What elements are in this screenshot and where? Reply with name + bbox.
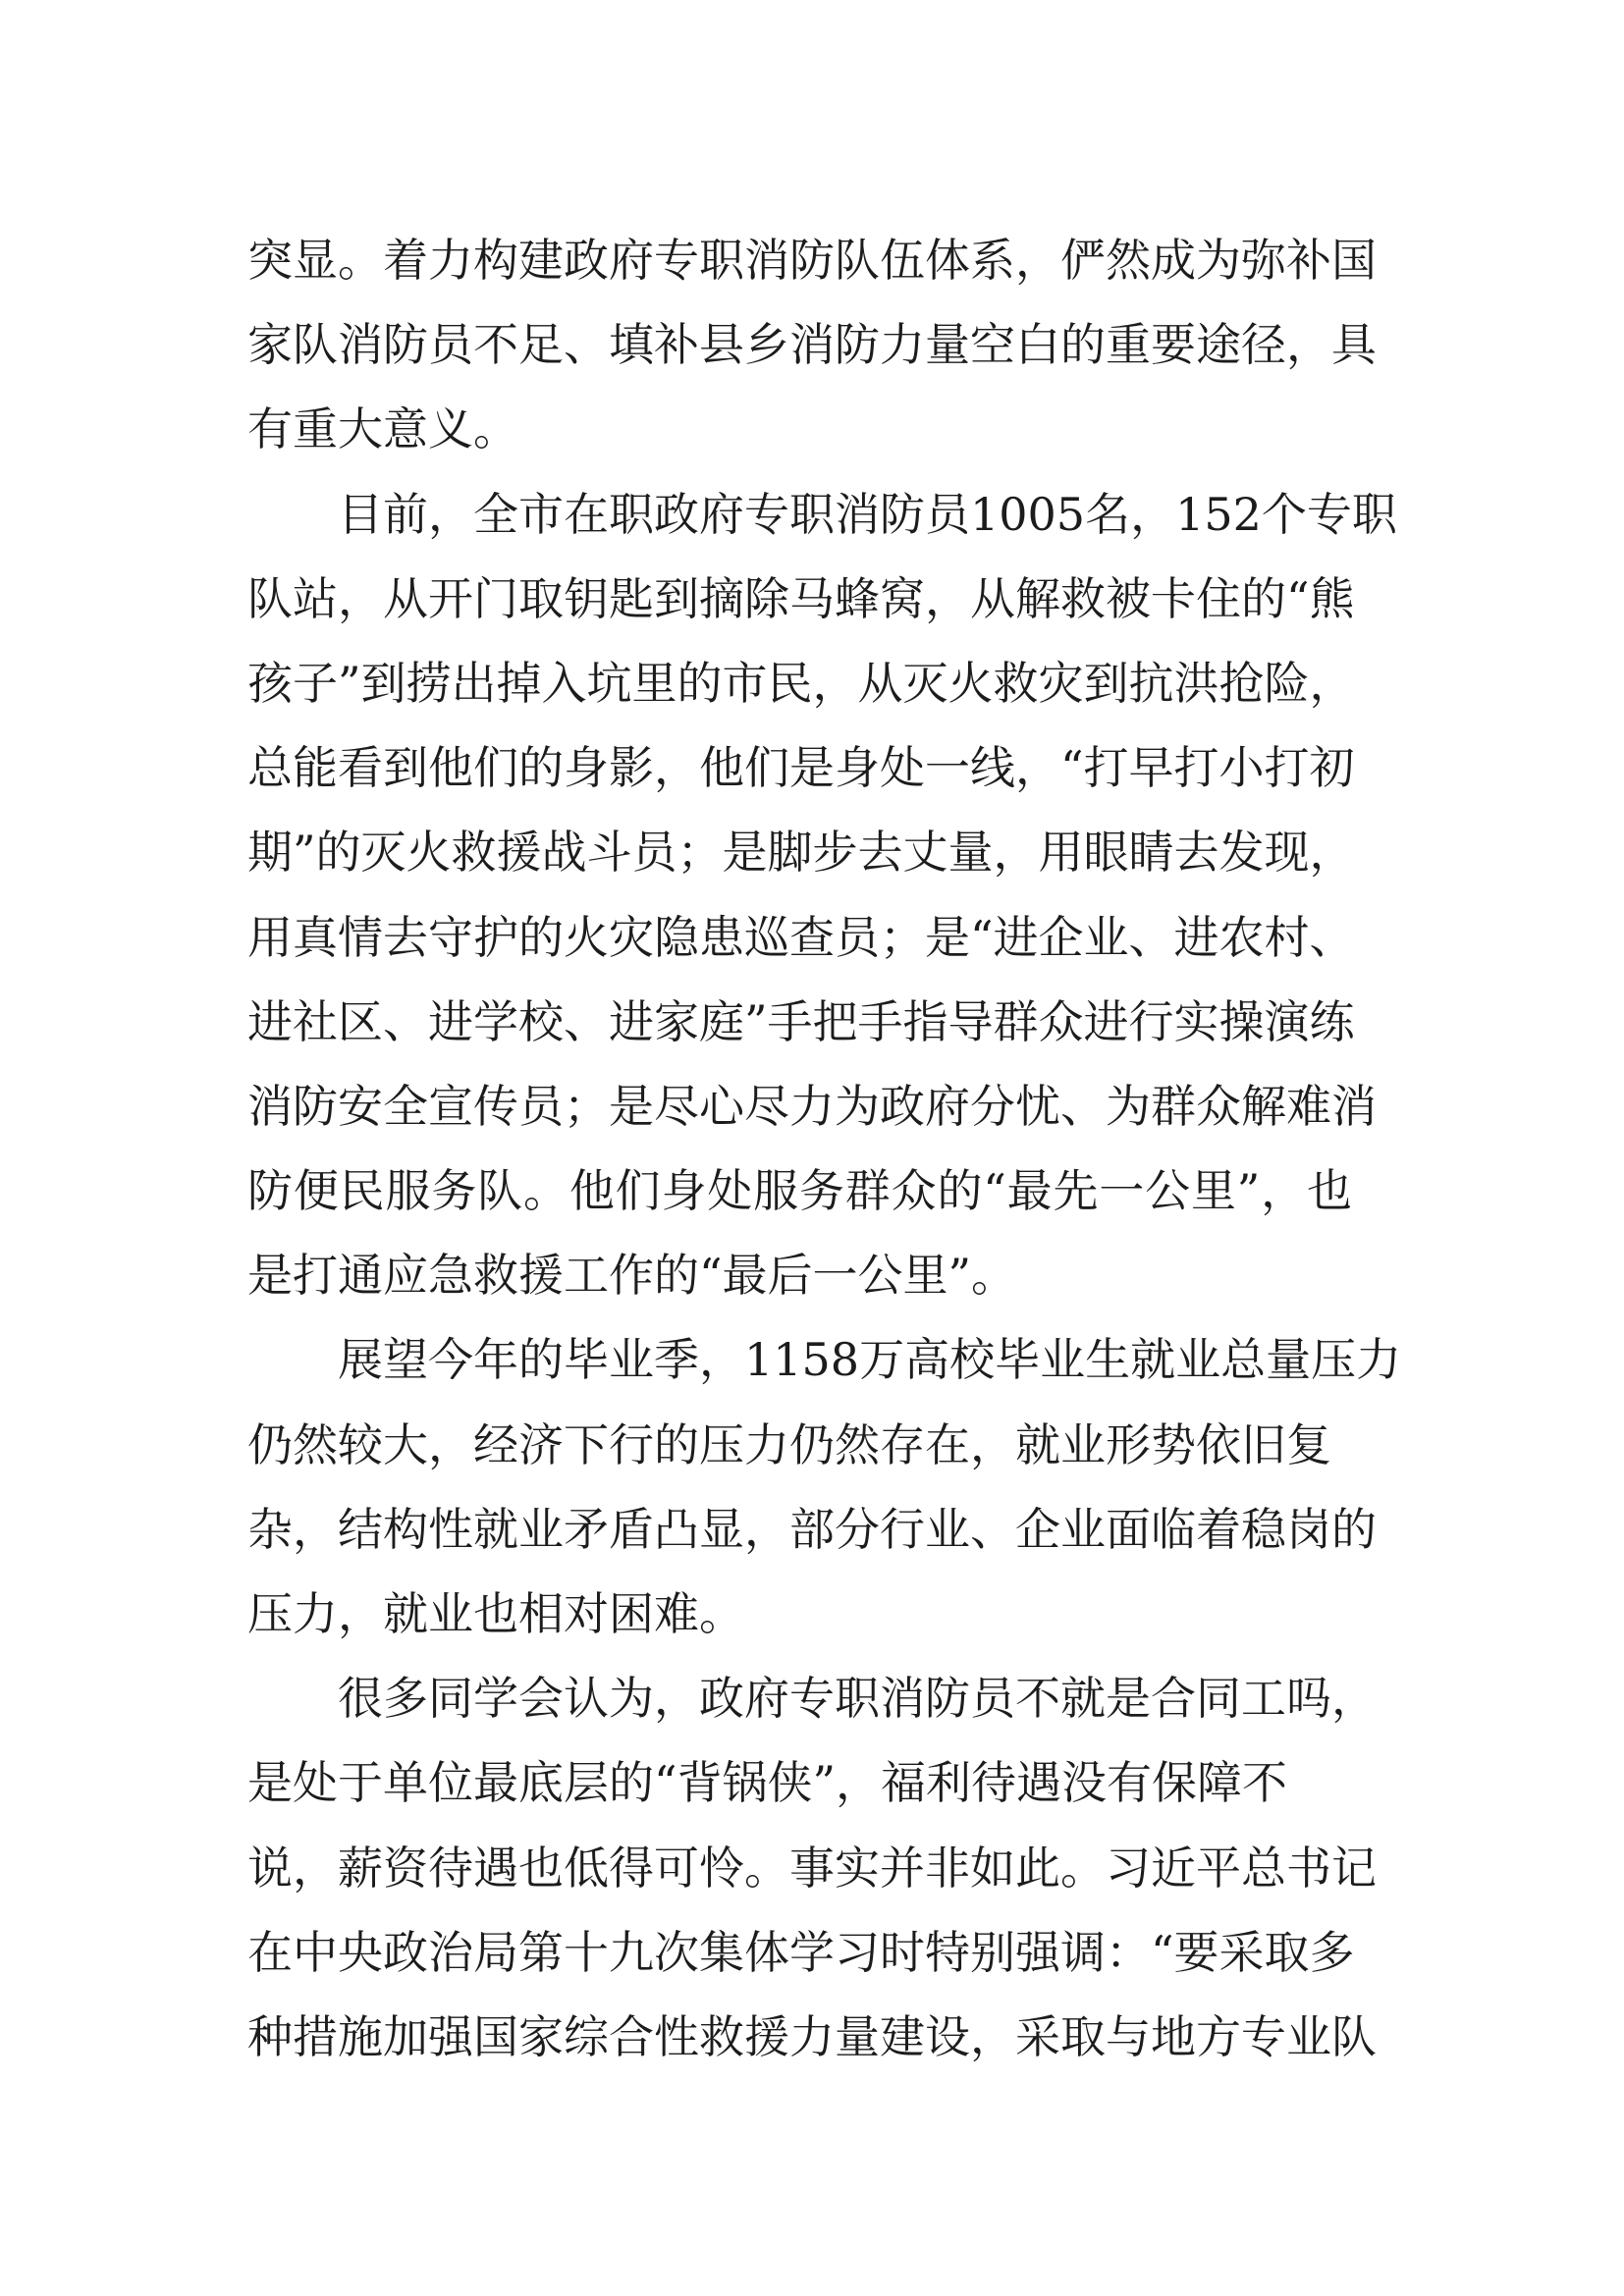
- text-line: 说，薪资待遇也低得可怜。事实并非如此。习近平总书记: [247, 1841, 1377, 1895]
- text-line: 仍然较大，经济下行的压力仍然存在，就业形势依旧复: [247, 1417, 1331, 1471]
- text-line: 队站，从开门取钥匙到摘除马蜂窝，从解救被卡住的“熊: [247, 571, 1355, 625]
- text-line: 消防安全宣传员；是尽心尽力为政府分忧、为群众解难消: [247, 1079, 1377, 1133]
- text-line: 是打通应急救援工作的“最后一公里”。: [247, 1249, 1017, 1303]
- paragraph-4: [247, 1656, 1377, 2079]
- text-line: 展望今年的毕业季，1158万高校毕业生就业总量压力: [338, 1333, 1402, 1387]
- text-line: 在中央政治局第十九次集体学习时特别强调：“要采取多: [247, 1925, 1355, 1979]
- body-text: [247, 218, 1402, 2079]
- text-line: 期”的灭火救援战斗员；是脚步去丈量，用眼睛去发现，: [247, 826, 1355, 880]
- paragraph-3: [247, 1317, 1402, 1656]
- paragraph-2: [247, 472, 1397, 1318]
- text-line: 家队消防员不足、填补县乡消防力量空白的重要途径，具: [247, 318, 1377, 372]
- paragraph-1: [247, 218, 1377, 472]
- text-line: 防便民服务队。他们身处服务群众的“最先一公里”，也: [247, 1164, 1352, 1218]
- text-line: 目前，全市在职政府专职消防员1005名，152个专职: [338, 487, 1397, 541]
- text-line: 有重大意义。: [247, 402, 518, 456]
- text-line: 用真情去守护的火灾隐患巡查员；是“进企业、进农村、: [247, 910, 1355, 964]
- text-line: 孩子”到捞出掉入坑里的市民，从灭火救灾到抗洪抢险，: [247, 656, 1355, 710]
- text-line: 总能看到他们的身影，他们是身处一线，“打早打小打初: [247, 741, 1355, 795]
- text-line: 很多同学会认为，政府专职消防员不就是合同工吗，: [338, 1672, 1377, 1726]
- text-line: 杂，结构性就业矛盾凸显，部分行业、企业面临着稳岗的: [247, 1502, 1377, 1556]
- text-line: 种措施加强国家综合性救援力量建设，采取与地方专业队: [247, 2009, 1377, 2063]
- text-line: 进社区、进学校、进家庭”手把手指导群众进行实操演练: [247, 994, 1355, 1048]
- text-line: 是处于单位最底层的“背锅侠”，福利待遇没有保障不: [247, 1756, 1288, 1810]
- text-line: 突显。着力构建政府专职消防队伍体系，俨然成为弥补国: [247, 234, 1377, 287]
- text-line: 压力，就业也相对困难。: [247, 1587, 744, 1640]
